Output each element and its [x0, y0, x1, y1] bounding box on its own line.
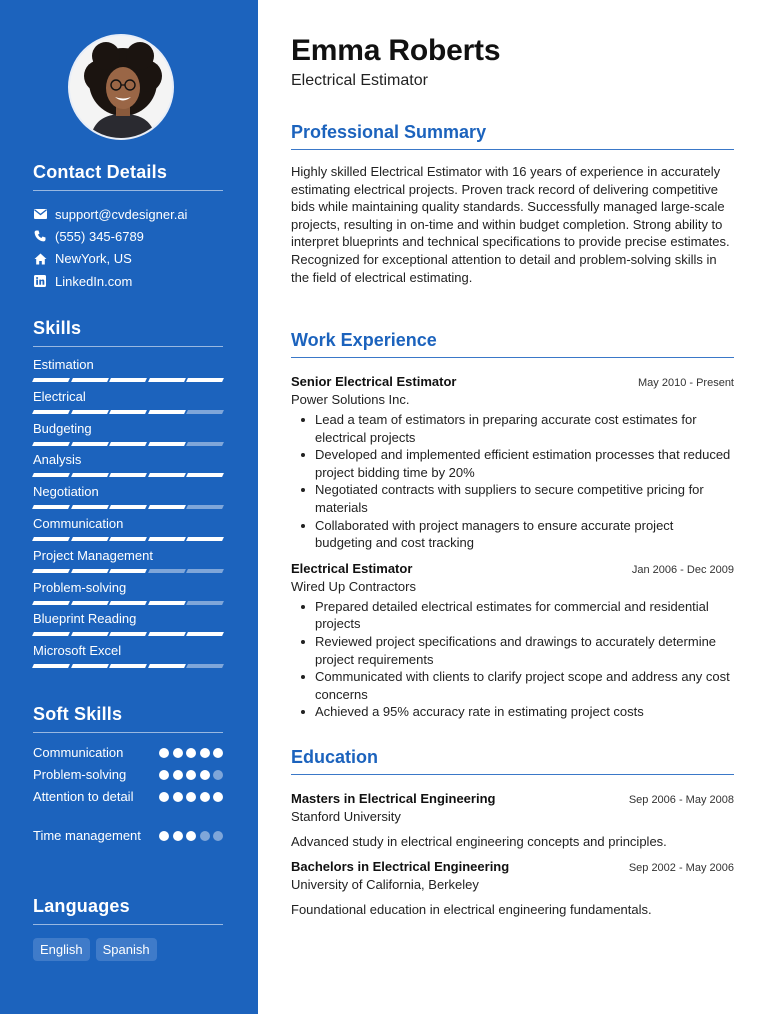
soft-skill-item	[33, 827, 223, 866]
skill-level-segment	[71, 664, 108, 668]
contact-phone[interactable]	[33, 225, 223, 247]
skill-level-segment	[71, 473, 108, 477]
skill-level-bar	[33, 632, 223, 636]
skill-level-segment	[32, 601, 69, 605]
rating-dot	[186, 770, 196, 780]
skill-level-bar	[33, 442, 223, 446]
skill-name: Communication	[33, 515, 124, 531]
skill-level-bar	[33, 378, 223, 382]
skill-level-bar	[33, 537, 223, 541]
skill-name: Negotiation	[33, 484, 99, 500]
skill-level-segment	[32, 410, 69, 414]
summary-title: Professional Summary	[291, 122, 734, 150]
rating-dot	[213, 831, 223, 841]
rating-dot	[200, 792, 210, 802]
skill-level-segment	[186, 664, 223, 668]
skill-level-segment	[148, 378, 185, 382]
sidebar	[0, 0, 258, 1014]
experience-title: Work Experience	[291, 330, 734, 358]
skill-level-segment	[148, 569, 185, 573]
skill-level-segment	[148, 537, 185, 541]
job-bullet: Negotiated contracts with suppliers to secure competitive pricing for materials	[291, 481, 734, 516]
skill-level-segment	[186, 601, 223, 605]
skill-level-segment	[32, 632, 69, 636]
contact-section	[33, 162, 223, 292]
skill-item	[33, 357, 223, 389]
soft-skills-title: Soft Skills	[33, 704, 223, 733]
job-bullet: Collaborated with project managers to ensure accurate project budgeting and cost tracking	[291, 517, 734, 552]
skill-level-segment	[148, 410, 185, 414]
skill-level-segment	[109, 505, 146, 509]
skill-name: Estimation	[33, 357, 94, 372]
rating-dot	[213, 792, 223, 802]
soft-skill-name: Problem-solving	[33, 767, 127, 782]
job-company: Wired Up Contractors	[291, 578, 416, 594]
rating-dot	[173, 792, 183, 802]
linkedin-icon	[33, 274, 47, 288]
soft-skill-item	[33, 744, 223, 766]
skill-level-segment	[71, 505, 108, 509]
summary-section	[291, 122, 734, 286]
skill-level-segment	[148, 505, 185, 509]
rating-dot	[173, 831, 183, 841]
rating-dot	[173, 748, 183, 758]
skill-level-segment	[71, 601, 108, 605]
skill-level-segment	[148, 473, 185, 477]
skill-level-segment	[32, 378, 69, 382]
rating-dot	[213, 770, 223, 780]
skill-name: Project Management	[33, 547, 153, 563]
language-chip: Spanish	[96, 938, 157, 961]
job-bullet: Reviewed project specifications and drawings to accurately determine project requirements	[291, 633, 734, 668]
contact-email-text: support@cvdesigner.ai	[55, 206, 188, 222]
skill-name: Analysis	[33, 452, 82, 468]
skill-level-bar	[33, 505, 223, 509]
education-header	[291, 859, 734, 874]
skill-item	[33, 548, 223, 580]
contact-location-text: NewYork, US	[55, 251, 132, 267]
soft-skill-rating	[159, 827, 223, 841]
rating-dot	[186, 831, 196, 841]
soft-skill-item	[33, 766, 223, 788]
skill-level-segment	[109, 664, 146, 668]
education-degree: Masters in Electrical Engineering	[291, 791, 496, 806]
skill-level-segment	[71, 378, 108, 382]
candidate-role: Electrical Estimator	[291, 72, 428, 89]
skill-level-segment	[186, 473, 223, 477]
rating-dot	[159, 831, 169, 841]
rating-dot	[200, 831, 210, 841]
soft-skill-rating	[159, 744, 223, 758]
skill-item	[33, 389, 223, 421]
skill-item	[33, 484, 223, 516]
experience-section	[291, 330, 734, 721]
skill-level-segment	[109, 410, 146, 414]
contact-phone-text: (555) 345-6789	[55, 228, 144, 244]
rating-dot	[159, 792, 169, 802]
education-title: Education	[291, 747, 734, 775]
skill-level-bar	[33, 664, 223, 668]
job-bullet: Communicated with clients to clarify project scope and address any cost concerns	[291, 668, 734, 703]
skill-level-segment	[71, 569, 108, 573]
skill-level-segment	[109, 378, 146, 382]
skill-level-segment	[32, 473, 69, 477]
rating-dot	[186, 792, 196, 802]
phone-icon	[33, 229, 47, 243]
rating-dot	[200, 748, 210, 758]
rating-dot	[200, 770, 210, 780]
language-chip: English	[33, 938, 90, 961]
rating-dot	[159, 748, 169, 758]
skill-level-segment	[186, 537, 223, 541]
skill-item	[33, 611, 223, 643]
job-bullets	[291, 598, 734, 721]
job-header	[291, 374, 734, 389]
skill-level-segment	[109, 632, 146, 636]
skill-level-segment	[71, 442, 108, 446]
skill-level-segment	[71, 537, 108, 541]
skill-level-segment	[186, 632, 223, 636]
job-company: Power Solutions Inc.	[291, 392, 410, 407]
skill-level-segment	[148, 664, 185, 668]
languages-title: Languages	[33, 896, 223, 925]
soft-skill-rating	[159, 766, 223, 780]
contact-title: Contact Details	[33, 162, 223, 191]
job-title: Electrical Estimator	[291, 560, 413, 576]
rating-dot	[186, 748, 196, 758]
job-entry	[291, 374, 734, 552]
skill-level-segment	[186, 410, 223, 414]
skill-level-bar	[33, 410, 223, 414]
education-school: Stanford University	[291, 809, 401, 824]
job-header	[291, 561, 734, 576]
contact-email[interactable]	[33, 203, 223, 225]
job-dates: Jan 2006 - Dec 2009	[631, 563, 734, 576]
education-entry	[291, 791, 734, 849]
education-entry	[291, 859, 734, 917]
skill-level-segment	[109, 442, 146, 446]
skill-level-segment	[32, 505, 69, 509]
skill-level-segment	[109, 537, 146, 541]
languages-section	[33, 896, 223, 961]
skill-level-bar	[33, 473, 223, 477]
skill-level-segment	[148, 442, 185, 446]
contact-linkedin-text: LinkedIn.com	[55, 273, 133, 289]
job-bullet: Lead a team of estimators in preparing accurate cost estimates for electrical projects	[291, 411, 734, 446]
rating-dot	[213, 748, 223, 758]
skill-level-segment	[71, 410, 108, 414]
skill-level-segment	[148, 601, 185, 605]
soft-skill-name: Time management	[33, 828, 141, 843]
soft-skill-name: Communication	[33, 745, 124, 760]
skill-level-bar	[33, 601, 223, 605]
job-bullet: Prepared detailed electrical estimates for commercial and residential projects	[291, 598, 734, 633]
education-description: Foundational education in electrical engineering fundamentals.	[291, 902, 652, 917]
job-entry	[291, 561, 734, 721]
soft-skill-rating	[159, 788, 223, 802]
education-degree: Bachelors in Electrical Engineering	[291, 859, 510, 874]
skill-level-segment	[32, 569, 69, 573]
education-section	[291, 747, 734, 917]
skill-level-segment	[186, 569, 223, 573]
skill-name: Budgeting	[33, 420, 92, 436]
skill-level-segment	[186, 378, 223, 382]
home-icon	[33, 252, 47, 266]
skill-level-bar	[33, 569, 223, 573]
skill-level-segment	[186, 505, 223, 509]
summary-text: Highly skilled Electrical Estimator with 16 years of experience in accurately estimating electrical projects. Proven track record of delivering competitive bids while maintaining quality standards. Successfully managed large-scale projects, resulting in on-time and within budget completion. Strong ability to interpret blueprints and technical specifications to provide precise estimates. Recognized for exceptional attention to detail and problem-solving skills in the field of electrical estimating.	[291, 164, 730, 285]
skill-level-segment	[32, 664, 69, 668]
job-title: Senior Electrical Estimator	[291, 374, 457, 389]
rating-dot	[173, 770, 183, 780]
skill-level-segment	[109, 473, 146, 477]
contact-location	[33, 248, 223, 270]
skills-section	[33, 318, 223, 675]
soft-skills-section	[33, 704, 223, 866]
job-bullet: Achieved a 95% accuracy rate in estimating project costs	[291, 703, 734, 721]
skill-level-segment	[109, 601, 146, 605]
skill-name: Microsoft Excel	[33, 643, 122, 659]
skill-name: Problem-solving	[33, 579, 127, 595]
skill-item	[33, 421, 223, 453]
skill-level-segment	[148, 632, 185, 636]
envelope-icon	[33, 207, 47, 221]
skill-name: Blueprint Reading	[33, 611, 137, 627]
skill-item	[33, 452, 223, 484]
skill-level-segment	[32, 537, 69, 541]
skill-level-segment	[32, 442, 69, 446]
skill-item	[33, 516, 223, 548]
candidate-name: Emma Roberts	[291, 34, 501, 67]
soft-skill-item	[33, 788, 223, 827]
education-header	[291, 791, 734, 806]
soft-skill-name: Attention to detail	[33, 789, 134, 804]
skill-item	[33, 643, 223, 675]
job-bullet: Developed and implemented efficient estimation processes that reduced project bidding time by 20%	[291, 446, 734, 481]
job-bullets	[291, 411, 734, 552]
job-dates: May 2010 - Present	[638, 377, 734, 389]
education-dates: Sep 2006 - May 2008	[628, 794, 734, 806]
skills-title: Skills	[33, 318, 223, 347]
education-description: Advanced study in electrical engineering concepts and principles.	[291, 834, 667, 849]
profile-photo	[68, 34, 174, 140]
education-school: University of California, Berkeley	[291, 877, 479, 892]
rating-dot	[159, 770, 169, 780]
education-dates: Sep 2002 - May 2006	[628, 862, 734, 874]
skill-item	[33, 580, 223, 612]
skill-level-segment	[71, 632, 108, 636]
contact-linkedin[interactable]	[33, 270, 223, 292]
skill-level-segment	[186, 442, 223, 446]
skill-level-segment	[109, 569, 146, 573]
skill-name: Electrical	[33, 388, 86, 404]
